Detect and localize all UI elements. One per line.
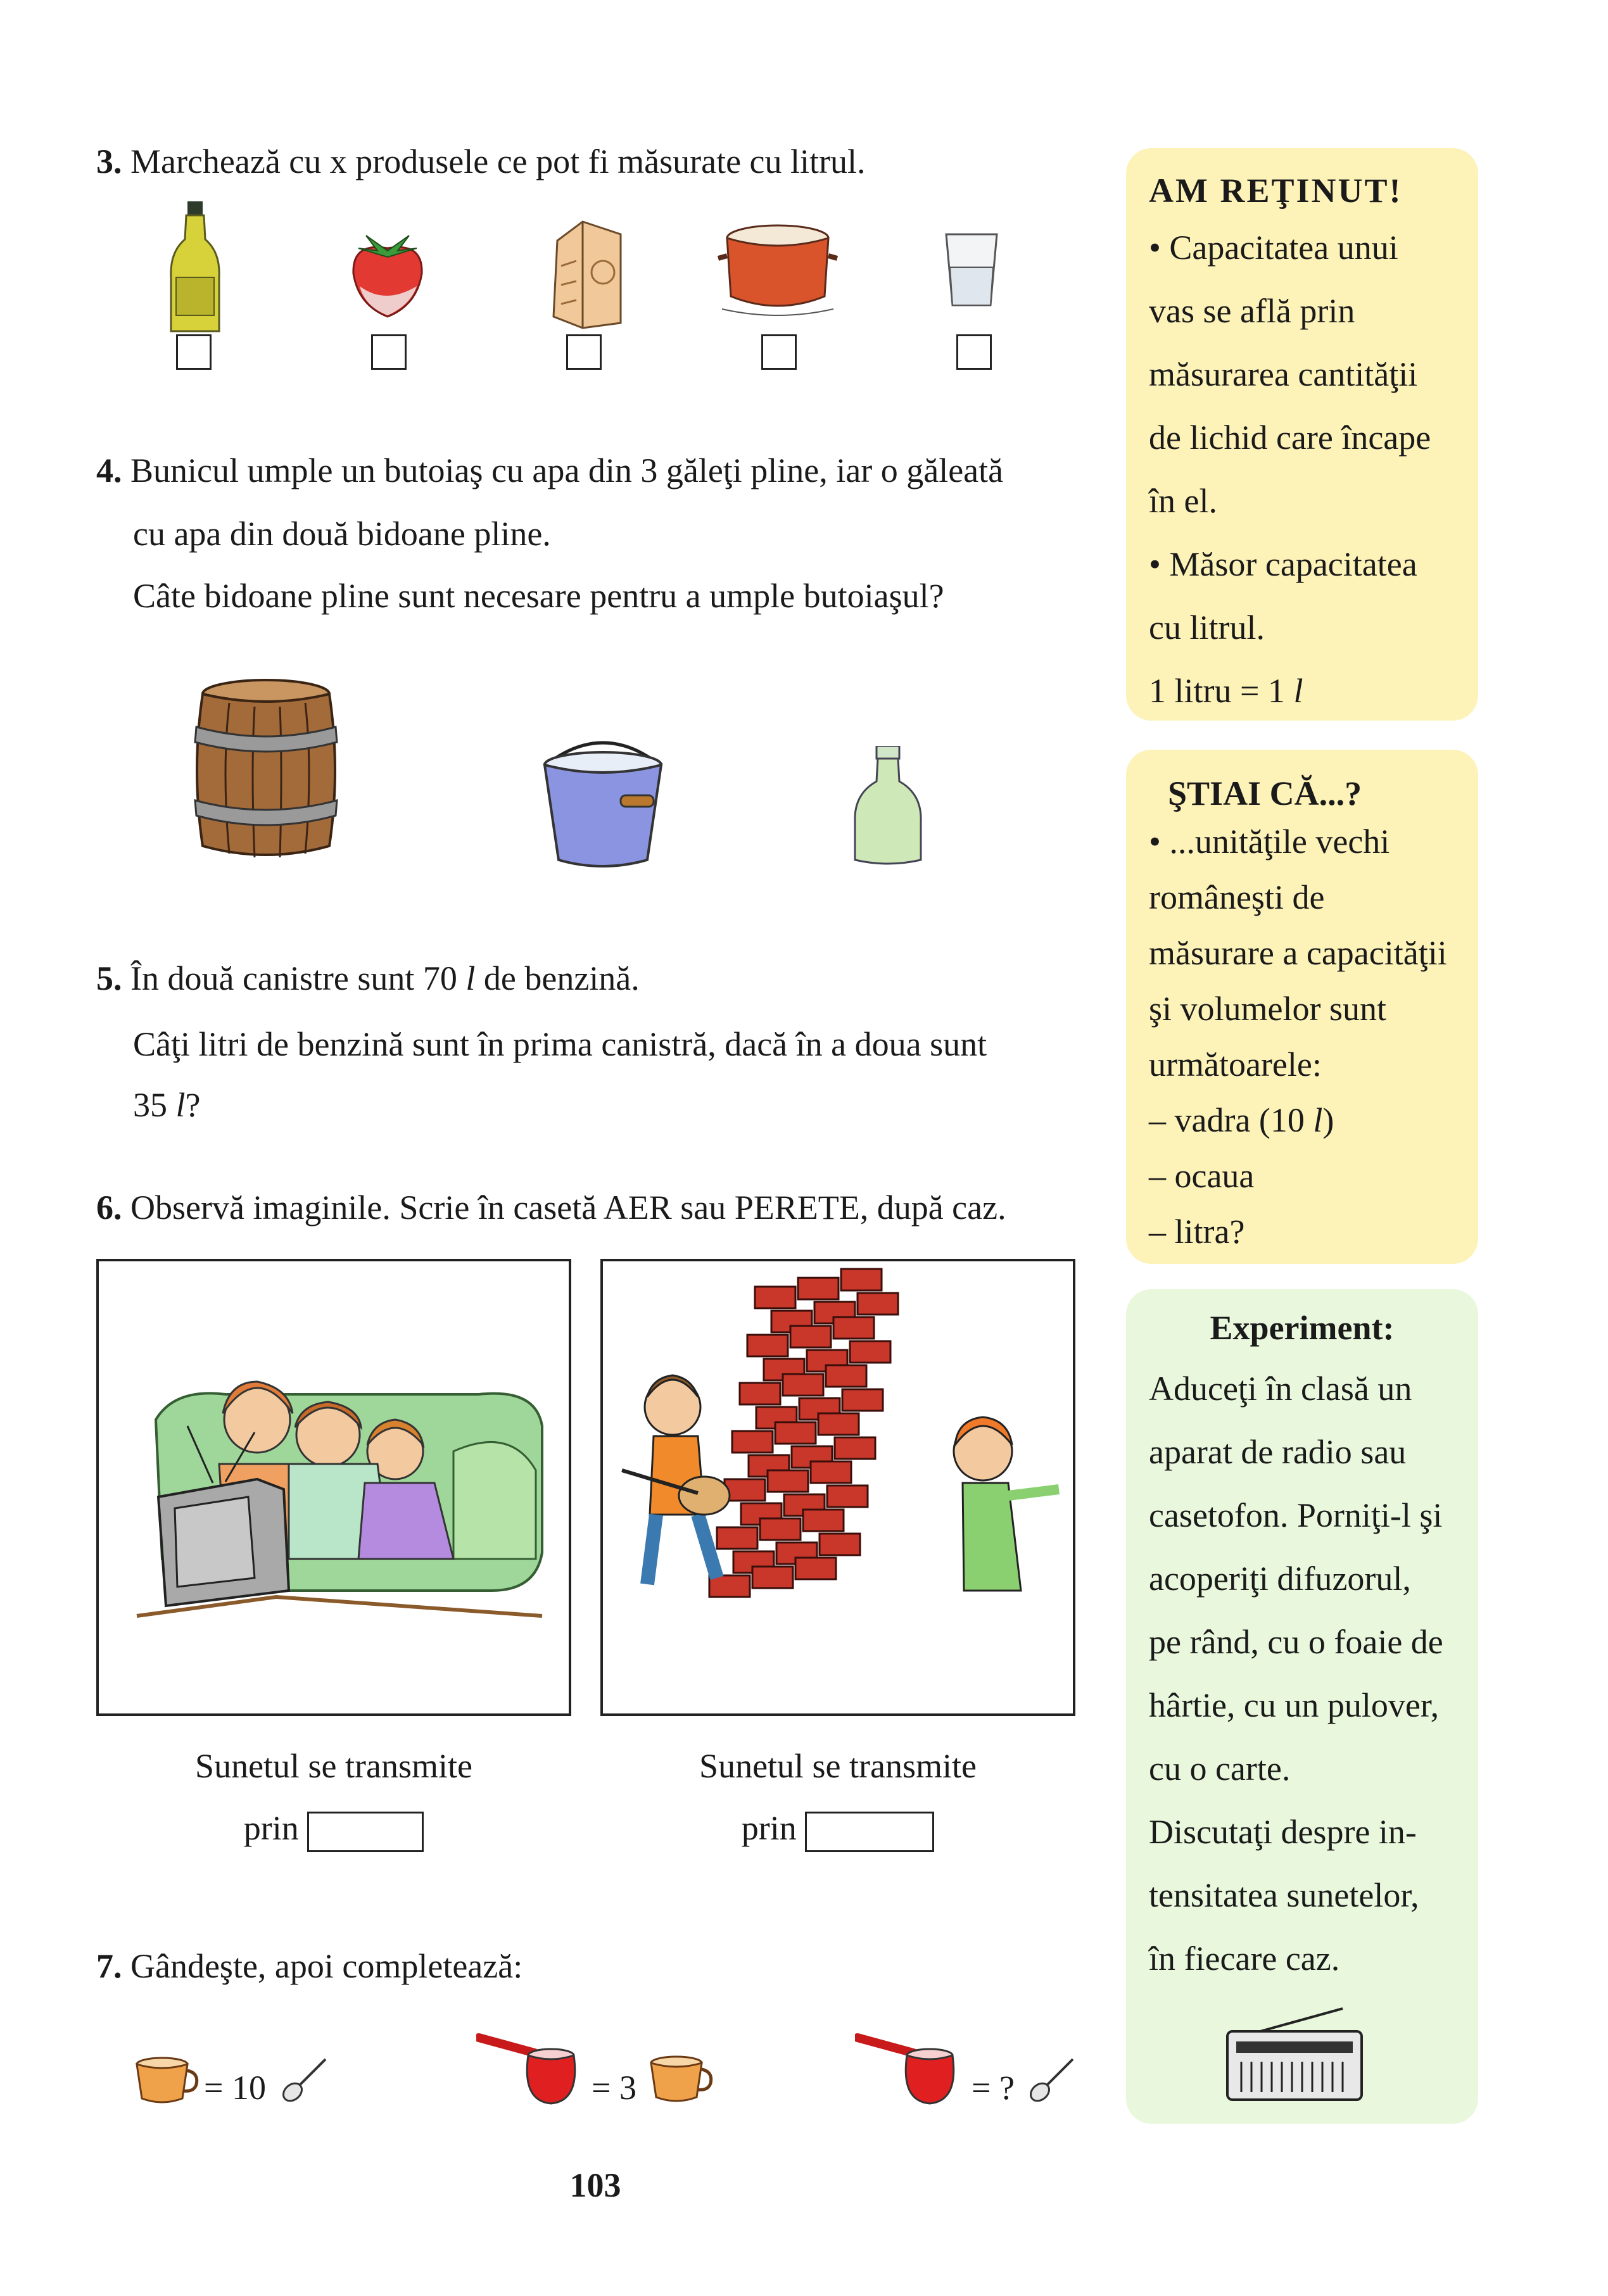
brick xyxy=(760,1518,801,1540)
brick xyxy=(747,1335,788,1356)
pot-icon xyxy=(716,220,840,317)
strawberry-icon xyxy=(347,223,428,318)
am-retinut-line: cu litrul. xyxy=(1149,609,1265,647)
ex3-heading xyxy=(96,144,866,179)
brick xyxy=(755,1287,795,1308)
brick xyxy=(740,1383,780,1404)
experiment-line: aparat de radio sau xyxy=(1149,1433,1407,1471)
brick xyxy=(850,1341,890,1363)
answer-box-right[interactable] xyxy=(805,1812,934,1852)
experiment-line: Discutaţi despre in- xyxy=(1149,1813,1417,1851)
cup-icon xyxy=(133,2057,199,2106)
brick xyxy=(783,1374,823,1396)
character-shape xyxy=(679,1477,730,1515)
checkbox-pot[interactable] xyxy=(761,334,797,370)
experiment-line: Aduceţi în clasă un xyxy=(1149,1370,1412,1408)
family-tv-illustration xyxy=(99,1261,569,1713)
stiai-ca-line: • ...unităţile vechi xyxy=(1149,823,1390,861)
experiment-line: casetofon. Porniţi-l şi xyxy=(1149,1496,1443,1534)
brick xyxy=(732,1431,773,1453)
brick-wall-illustration xyxy=(603,1261,1073,1713)
brick xyxy=(768,1470,808,1492)
oil-bottle-icon xyxy=(163,201,227,334)
eq1-text: = 10 xyxy=(204,2069,266,2107)
stiai-ca-line: măsurare a capacităţii xyxy=(1149,934,1447,972)
brick xyxy=(790,1326,831,1347)
ex5-line2: Câţi litri de benzină sunt în prima canistră, dacă în a doua sunt xyxy=(133,1025,987,1063)
brick xyxy=(835,1437,875,1459)
eq3-text: = ? xyxy=(972,2069,1015,2107)
brick xyxy=(826,1365,866,1387)
brick xyxy=(752,1567,793,1588)
ex7-number: 7. xyxy=(96,1947,122,1985)
brick xyxy=(709,1575,750,1597)
glass-icon xyxy=(941,229,1002,310)
experiment-line: acoperiţi difuzorul, xyxy=(1149,1560,1411,1598)
brick xyxy=(820,1534,860,1555)
checkbox-strawberry[interactable] xyxy=(371,334,407,370)
stiai-ca-line: româneşti de xyxy=(1149,878,1325,916)
stiai-ca-box xyxy=(1126,750,1478,1264)
experiment-line: hârtie, cu un pulover, xyxy=(1149,1686,1440,1724)
ex3-number: 3. xyxy=(96,142,122,180)
am-retinut-title: AM REŢINUT! xyxy=(1149,172,1403,210)
brick xyxy=(858,1293,898,1315)
ex6-heading: 6. Observă imaginile. Scrie în casetă AER sau PERETE, după caz. xyxy=(96,1189,1006,1227)
am-retinut-formula: 1 litru = 1 l xyxy=(1149,672,1303,710)
ex6-caption-right-2: prin xyxy=(600,1808,1075,1852)
brick xyxy=(795,1558,836,1579)
brick xyxy=(841,1269,882,1290)
brick xyxy=(842,1389,883,1411)
brick xyxy=(803,1510,844,1531)
brick xyxy=(775,1422,816,1444)
am-retinut-line: în el. xyxy=(1149,482,1217,520)
experiment-box xyxy=(1126,1289,1478,2124)
answer-box-left[interactable] xyxy=(307,1812,424,1852)
ex6-caption-left-2: prin xyxy=(96,1808,571,1852)
am-retinut-box xyxy=(1126,148,1478,721)
brick xyxy=(798,1278,839,1299)
ex4-line2: cu apa din două bidoane pline. xyxy=(133,515,551,553)
cup-icon xyxy=(647,2055,713,2105)
brick xyxy=(833,1317,874,1339)
ex4-number: 4. xyxy=(96,451,122,489)
page-number: 103 xyxy=(569,2166,621,2204)
spoon-icon xyxy=(1026,2055,1077,2106)
brick xyxy=(725,1479,765,1501)
eq2-text: = 3 xyxy=(592,2069,636,2107)
am-retinut-line: • Măsor capacitatea xyxy=(1149,545,1417,583)
ex7-heading: 7. Gândeşte, apoi completează: xyxy=(96,1947,523,1985)
am-retinut-line: vas se află prin xyxy=(1149,292,1355,330)
am-retinut-line: • Capacitatea unui xyxy=(1149,229,1398,267)
stiai-ca-item-ocaua: – ocaua xyxy=(1149,1157,1255,1195)
brick xyxy=(717,1527,757,1549)
stiai-ca-item-vadra: – vadra (10 l) xyxy=(1149,1101,1334,1139)
experiment-title: Experiment: xyxy=(1210,1309,1395,1347)
ex5-number: 5. xyxy=(96,959,122,997)
ex3-text: Marchează cu x produsele ce pot fi măsurate cu litrul. xyxy=(130,142,866,180)
stiai-ca-title: ŞTIAI CĂ...? xyxy=(1168,774,1362,812)
juice-carton-icon xyxy=(545,215,630,329)
character-shape xyxy=(647,1515,717,1584)
bottle-icon xyxy=(850,746,926,866)
ex4-line3: Câte bidoane pline sunt necesare pentru a umple butoiaşul? xyxy=(133,577,944,615)
family-tv-picture xyxy=(96,1259,571,1716)
character-shape xyxy=(1008,1489,1059,1496)
stiai-ca-item-litra: – litra? xyxy=(1149,1213,1245,1251)
ex5-line1: 5. În două canistre sunt 70 l de benzină. xyxy=(96,959,640,997)
am-retinut-line: măsurarea cantităţii xyxy=(1149,355,1418,393)
checkbox-juice[interactable] xyxy=(566,334,602,370)
coffee-pot-icon xyxy=(476,2025,578,2107)
experiment-line: în fiecare caz. xyxy=(1149,1940,1340,1977)
experiment-line: cu o carte. xyxy=(1149,1750,1291,1788)
stiai-ca-line: următoarele: xyxy=(1149,1045,1322,1083)
experiment-line: pe rând, cu o foaie de xyxy=(1149,1623,1443,1661)
brick-wall-picture xyxy=(600,1259,1075,1716)
checkbox-glass[interactable] xyxy=(956,334,992,370)
ex5-line3: 35 l? xyxy=(133,1086,201,1124)
stiai-ca-line: şi volumelor sunt xyxy=(1149,990,1386,1028)
coffee-pot-icon xyxy=(855,2025,956,2107)
ex6-caption-left-1: Sunetul se transmite xyxy=(195,1747,472,1785)
checkbox-oil[interactable] xyxy=(176,334,212,370)
am-retinut-line: de lichid care încape xyxy=(1149,419,1431,457)
radio-icon xyxy=(1222,2006,1367,2102)
ex6-caption-right-1: Sunetul se transmite xyxy=(699,1747,977,1785)
barrel-icon xyxy=(191,676,341,864)
ex4-line1: 4. Bunicul umple un butoiaş cu apa din 3 găleţi pline, iar o găleată xyxy=(96,451,1004,489)
brick xyxy=(827,1485,868,1507)
spoon-icon xyxy=(279,2055,329,2106)
ex6-number: 6. xyxy=(96,1189,122,1227)
brick xyxy=(818,1413,859,1435)
experiment-line: tensitatea sunetelor, xyxy=(1149,1876,1419,1914)
brick xyxy=(811,1461,851,1483)
bucket-icon xyxy=(540,733,670,870)
